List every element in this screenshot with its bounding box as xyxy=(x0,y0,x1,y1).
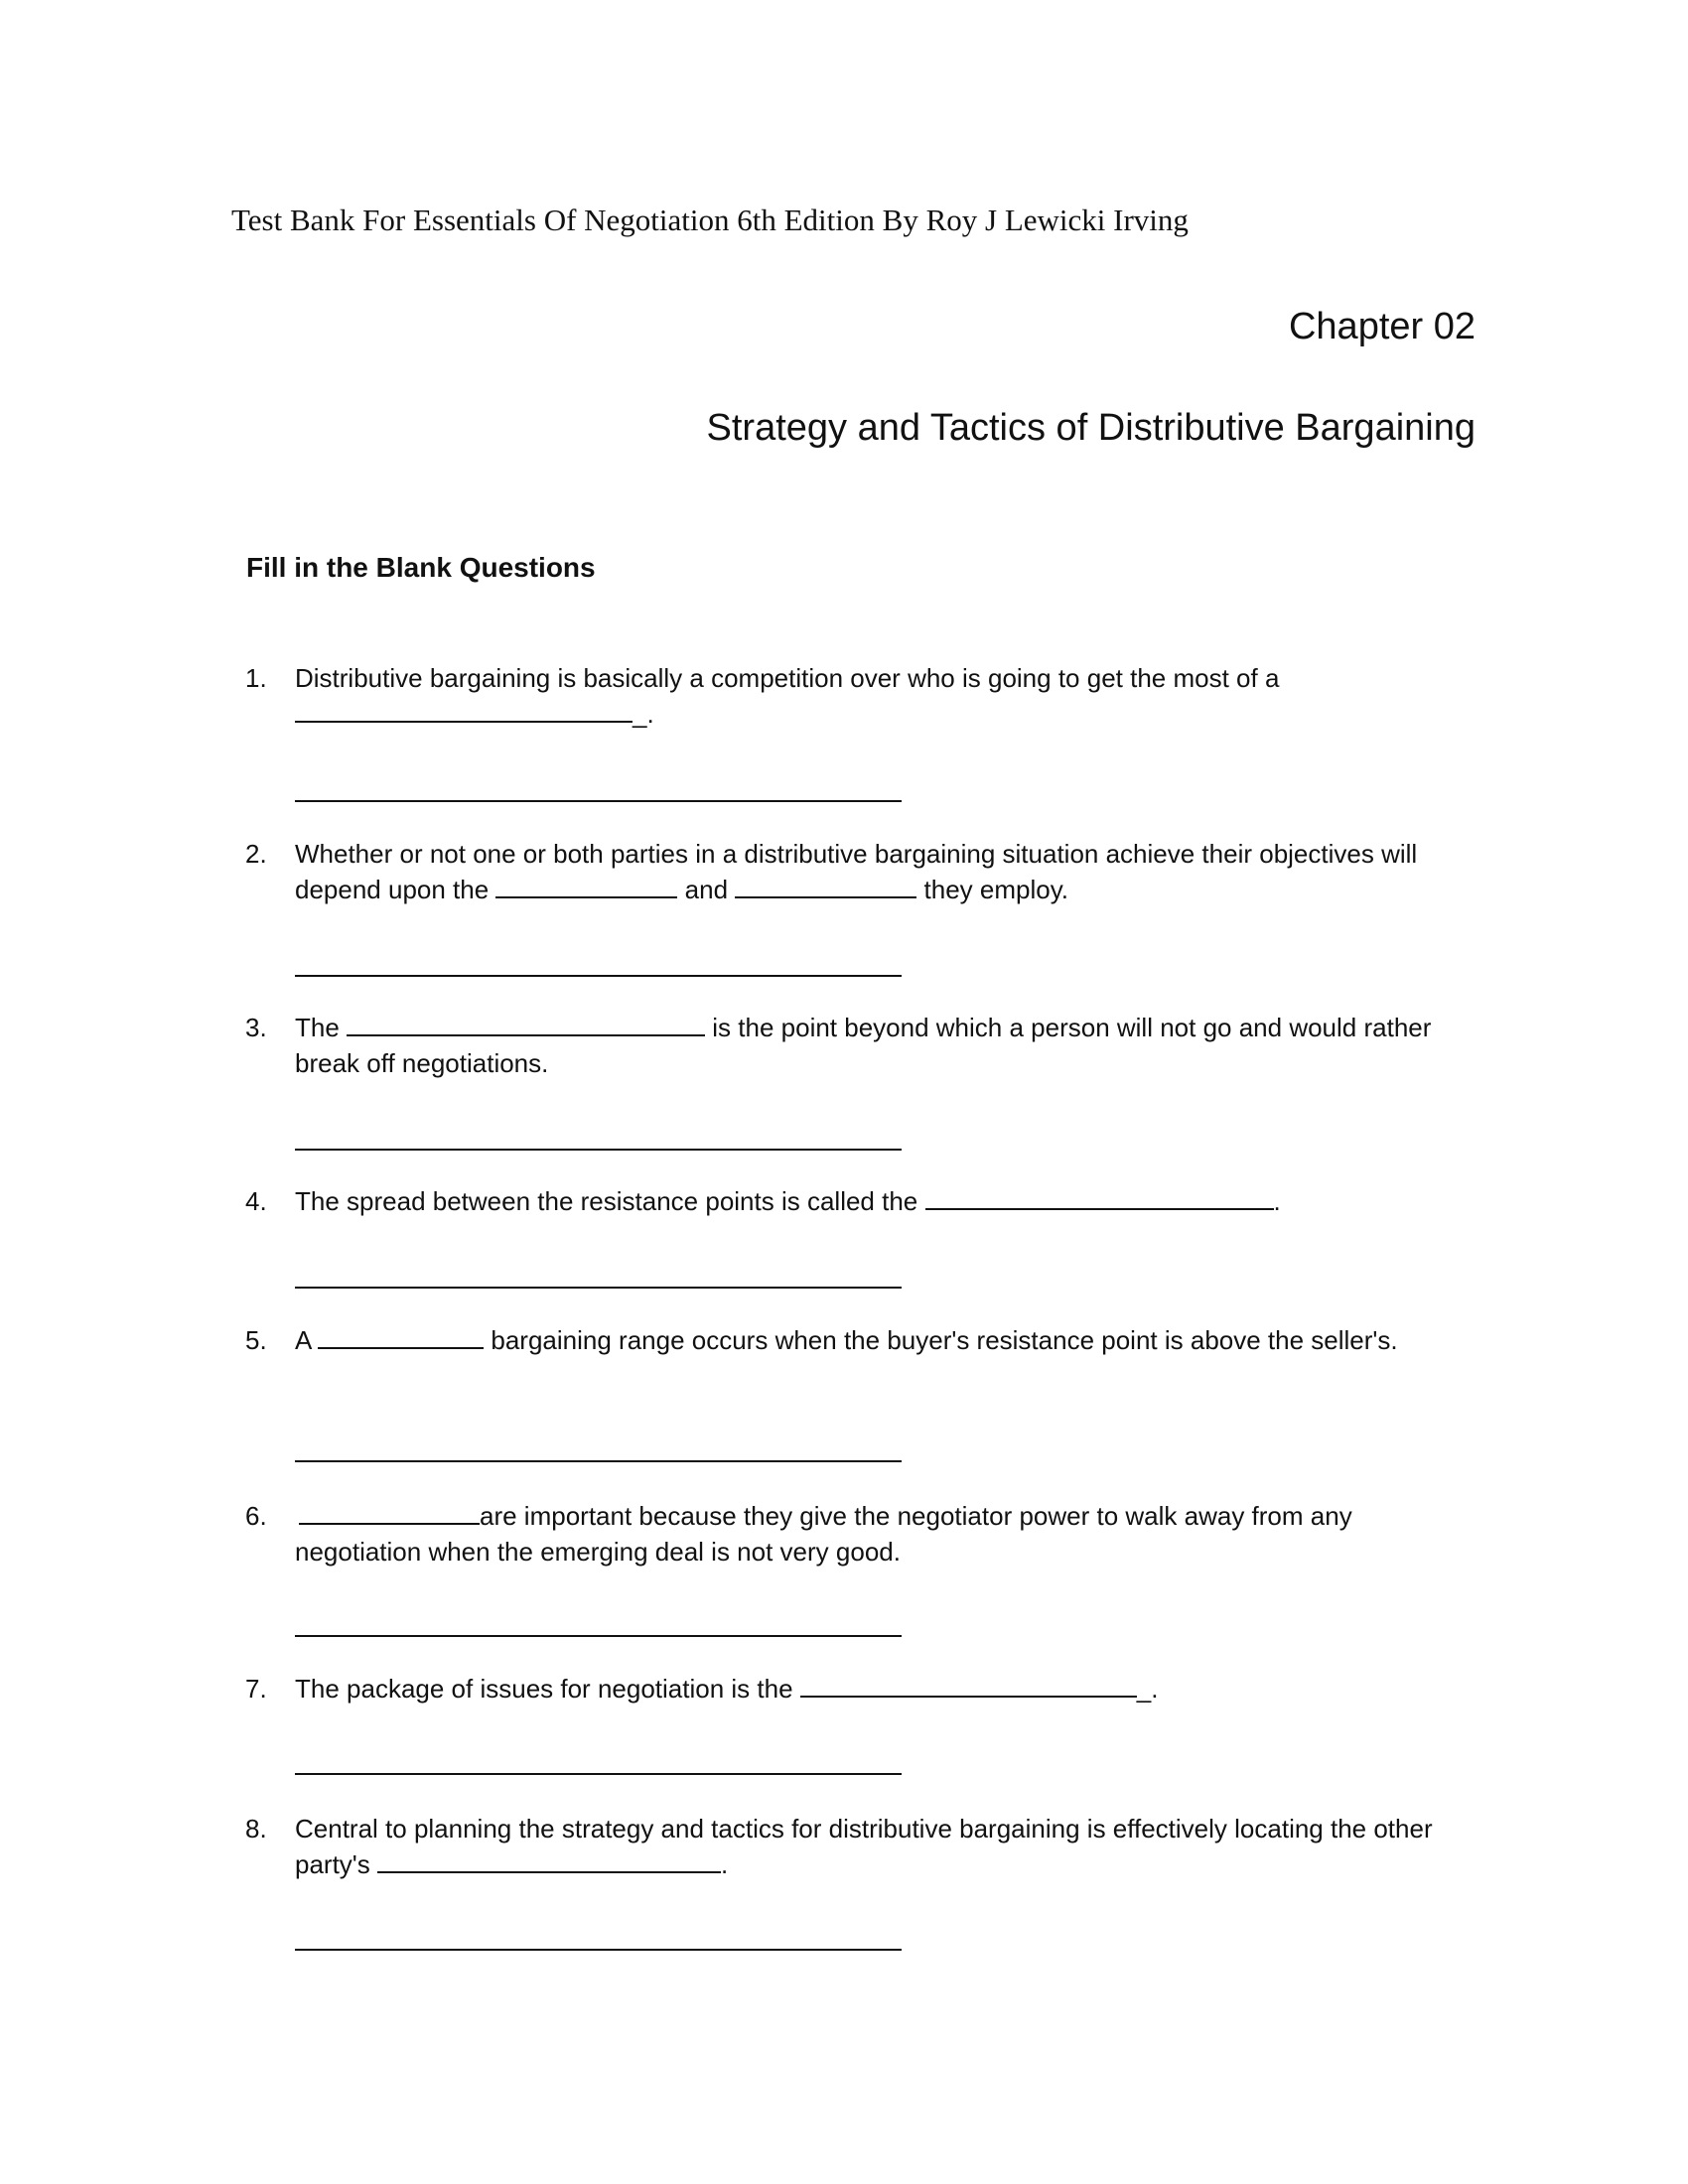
question-text: bargaining range occurs when the buyer's resistance point is above the seller's. xyxy=(491,1325,1398,1355)
question-4 xyxy=(245,1183,1486,1219)
answer-line xyxy=(295,1773,902,1775)
question-text: and xyxy=(684,875,729,904)
question-text: Whether or not one or both parties in a distributive bargaining situation achieve their objectives will depend upon the xyxy=(295,839,1418,904)
blank xyxy=(925,1186,1274,1210)
section-heading: Fill in the Blank Questions xyxy=(246,552,596,583)
answer-line xyxy=(295,1949,902,1951)
chapter-subtitle: Strategy and Tactics of Distributive Bargaining xyxy=(706,407,1476,449)
question-text: they employ. xyxy=(923,875,1069,904)
question-2 xyxy=(245,836,1486,907)
question-number: 2. xyxy=(245,839,267,869)
question-7 xyxy=(245,1671,1486,1706)
blank xyxy=(377,1849,721,1873)
question-number: 5. xyxy=(245,1325,267,1355)
blank xyxy=(318,1325,484,1349)
answer-line xyxy=(295,800,902,802)
question-text: A xyxy=(295,1325,311,1355)
question-number: 8. xyxy=(245,1814,267,1843)
question-3 xyxy=(245,1010,1486,1081)
question-text: Central to planning the strategy and tactics for distributive bargaining is effectively locating the other party's xyxy=(295,1814,1433,1879)
question-text: _. xyxy=(633,699,654,729)
blank xyxy=(495,875,677,898)
blank xyxy=(800,1674,1137,1698)
question-number: 6. xyxy=(245,1501,267,1531)
answer-line xyxy=(295,975,902,977)
question-text: The package of issues for negotiation is the xyxy=(295,1674,793,1704)
question-text: is the point beyond which a person will not go and would rather break off negotiations. xyxy=(295,1013,1432,1078)
question-text: . xyxy=(721,1849,729,1879)
blank xyxy=(295,699,633,723)
question-text: The spread between the resistance points is called the xyxy=(295,1186,918,1216)
question-text: _. xyxy=(1136,1674,1159,1704)
answer-line xyxy=(295,1287,902,1289)
question-number: 3. xyxy=(245,1013,267,1042)
question-text: The xyxy=(295,1013,340,1042)
question-5 xyxy=(245,1322,1486,1358)
blank xyxy=(299,1501,480,1525)
question-8 xyxy=(245,1811,1486,1882)
question-6 xyxy=(245,1498,1486,1570)
chapter-heading: Chapter 02 xyxy=(1288,306,1476,347)
question-text: Distributive bargaining is basically a competition over who is going to get the most of a xyxy=(295,663,1280,693)
blank xyxy=(735,875,916,898)
document-title: Test Bank For Essentials Of Negotiation 6th Edition By Roy J Lewicki Irving xyxy=(231,203,1189,237)
answer-line xyxy=(295,1460,902,1462)
question-text: are important because they give the negotiator power to walk away from any negotiation when the emerging deal is not very good. xyxy=(295,1501,1352,1567)
question-number: 1. xyxy=(245,663,267,693)
question-text: . xyxy=(1273,1186,1281,1216)
question-number: 4. xyxy=(245,1186,267,1216)
answer-line xyxy=(295,1635,902,1637)
question-1 xyxy=(245,660,1486,732)
blank xyxy=(347,1013,705,1036)
answer-line xyxy=(295,1149,902,1151)
question-number: 7. xyxy=(245,1674,267,1704)
